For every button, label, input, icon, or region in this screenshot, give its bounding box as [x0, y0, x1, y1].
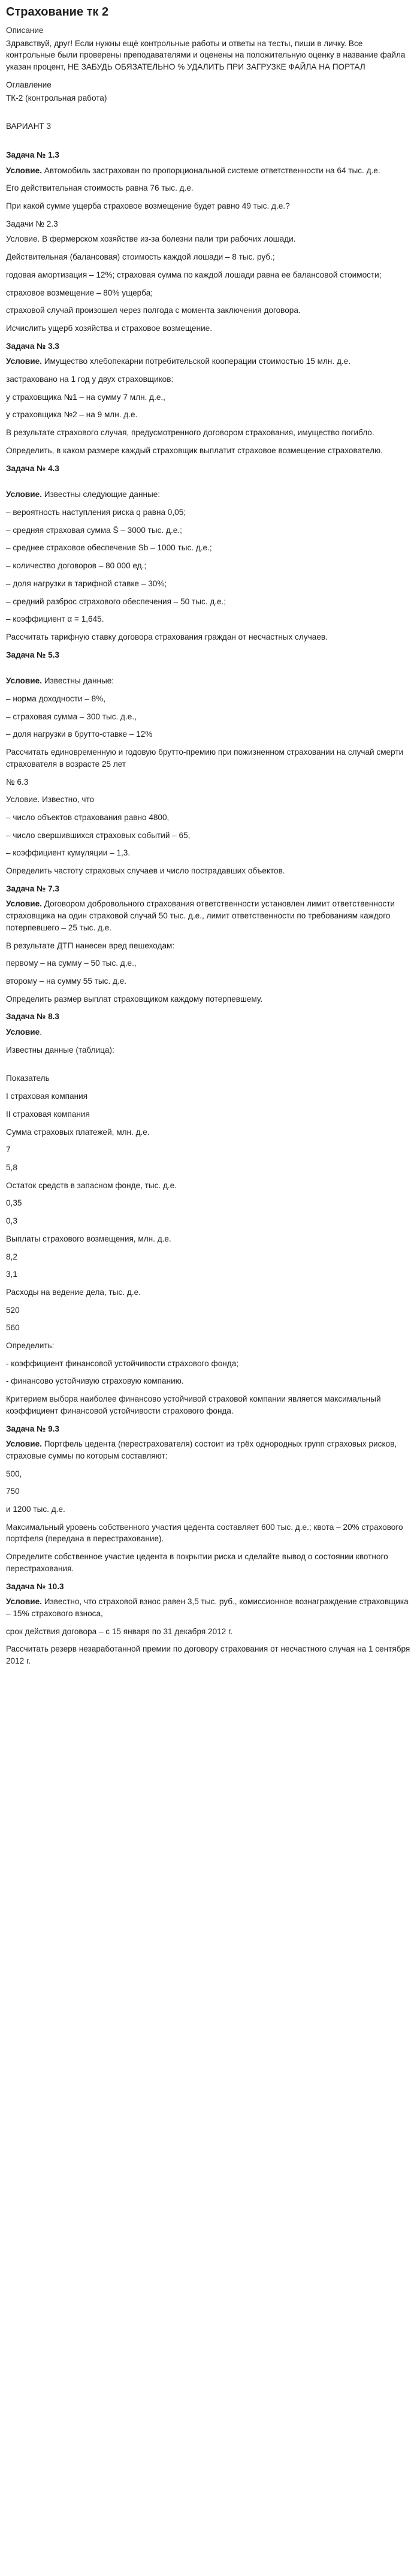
paragraph-text: – норма доходности – 8%, [6, 694, 106, 704]
paragraph-text: первому – на сумму – 50 тыс. д.е., [6, 959, 137, 968]
task-paragraph [6, 323, 414, 335]
condition-label: Условие. [6, 357, 42, 366]
task-paragraph [6, 776, 414, 788]
paragraph-text: № 6.3 [6, 777, 29, 787]
task-title: Задача № 8.3 [6, 1012, 59, 1022]
task-paragraph [6, 1197, 414, 1209]
task-paragraph [6, 165, 414, 177]
paragraph-text: Расходы на ведение дела, тыс. д.е. [6, 1287, 141, 1297]
task-paragraph [6, 1643, 414, 1667]
task-paragraph [6, 975, 414, 987]
toc-heading: Оглавление [6, 80, 52, 89]
paragraph-text: II страховая компания [6, 1109, 90, 1119]
task-paragraph [6, 1304, 414, 1316]
task-paragraph [6, 957, 414, 969]
paragraph-text: – количество договоров – 80 000 ед.; [6, 561, 147, 571]
task-paragraph [6, 830, 414, 842]
condition-label: Условие. [6, 1597, 42, 1607]
task-paragraph [6, 1215, 414, 1227]
task-title: Задача № 1.3 [6, 150, 59, 159]
description-heading: Описание [6, 26, 44, 35]
task-section [6, 341, 414, 457]
task-paragraph [6, 1468, 414, 1480]
task-section [6, 1423, 414, 1575]
paragraph-text: страховой случай произошел через полгода с момента заключения договора. [6, 306, 301, 315]
task-paragraph [6, 1269, 414, 1281]
paragraph-text: Выплаты страхового возмещения, млн. д.е. [6, 1234, 171, 1243]
paragraph-text: В результате страхового случая, предусмотренного договором страхования, имущество погибло. [6, 428, 374, 438]
task-title: Задача № 9.3 [6, 1424, 59, 1433]
paragraph-text: Определить, в каком размере каждый страховщик выплатит страховое возмещение страхователю. [6, 445, 383, 455]
paragraph-text: – доля нагрузки в тарифной ставке – 30%; [6, 579, 167, 588]
task-paragraph [6, 489, 414, 501]
task-paragraph [6, 898, 414, 933]
task-paragraph [6, 865, 414, 877]
task-paragraph [6, 1375, 414, 1387]
task-section [6, 149, 414, 212]
paragraph-text: При какой сумме ущерба страховое возмещение будет равно 49 тыс. д.е.? [6, 201, 290, 211]
task-paragraph [6, 373, 414, 385]
task-paragraph [6, 1090, 414, 1102]
paragraph-text: . [40, 1028, 42, 1037]
task-paragraph [6, 613, 414, 625]
task-section [6, 463, 414, 643]
task-paragraph [6, 355, 414, 367]
task-paragraph [6, 711, 414, 723]
task-paragraph [6, 269, 414, 281]
task-paragraph [6, 507, 414, 519]
task-paragraph [6, 1504, 414, 1516]
paragraph-text: – вероятность наступления риска q равна 0,05; [6, 507, 186, 517]
task-paragraph [6, 993, 414, 1005]
toc-section [6, 79, 414, 104]
paragraph-text: Действительная (балансовая) стоимость каждой лошади – 8 тыс. руб.; [6, 252, 275, 262]
paragraph-text: Рассчитать тарифную ставку договора страхования граждан от несчастных случаев. [6, 632, 328, 641]
paragraph-text: Его действительная стоимость равна 76 тыс. д.е. [6, 183, 194, 193]
paragraph-text: Автомобиль застрахован по пропорциональной системе ответственности на 64 тыс. д.е. [41, 165, 380, 175]
task-paragraph [6, 560, 414, 572]
paragraph-text: – коэффициент α = 1,645. [6, 614, 104, 624]
paragraph-text: Имущество хлебопекарни потребительской кооперации стоимостью 15 млн. д.е. [41, 357, 351, 366]
task-paragraph [6, 1044, 414, 1056]
task-paragraph [6, 693, 414, 705]
task-paragraph [6, 1072, 414, 1084]
condition-label: Условие [6, 1028, 40, 1037]
paragraph-text: – страховая сумма – 300 тыс. д.е., [6, 712, 137, 721]
paragraph-text: 7 [6, 1145, 11, 1155]
task-paragraph [6, 812, 414, 824]
task-paragraph [6, 940, 414, 952]
paragraph-text: Условие. Известно, что [6, 795, 95, 805]
paragraph-text: Портфель цедента (перестрахователя) состоит из трёх однородных групп страховых рисков, страховые суммы по которым составляют: [6, 1439, 397, 1460]
paragraph-text: – число объектов страхования равно 4800, [6, 812, 170, 822]
spacer [6, 138, 414, 149]
task-paragraph [6, 1251, 414, 1263]
variant-label: ВАРИАНТ 3 [6, 122, 52, 131]
task-paragraph [6, 251, 414, 263]
task-paragraph [6, 1026, 414, 1038]
paragraph-text: Рассчитать единовременную и годовую брутто-премию при пожизненном страховании на случай смерти страхователя в возрасте 25 лет [6, 748, 404, 769]
task-paragraph [6, 847, 414, 859]
task-paragraph [6, 542, 414, 554]
task-paragraph [6, 182, 414, 194]
description-section [6, 25, 414, 73]
task-paragraph [6, 1108, 414, 1120]
task-paragraph [6, 1626, 414, 1638]
spacer [6, 478, 414, 489]
paragraph-text: Договором добровольного страхования ответственности установлен лимит ответственности страховщика на один страховой случай 50 тыс. д.е., лимит ответственности по требованиям каждого потерпевшего – 25 тыс. д.е. [6, 899, 395, 932]
paragraph-text: 500, [6, 1469, 22, 1478]
paragraph-text: – средняя страховая сумма S̄ – 3000 тыс. д.е.; [6, 525, 182, 535]
paragraph-text: и 1200 тыс. д.е. [6, 1505, 65, 1514]
task-title: Задачи № 2.3 [6, 219, 58, 228]
task-paragraph [6, 200, 414, 212]
paragraph-text: Определить: [6, 1341, 55, 1351]
spacer [6, 1062, 414, 1072]
paragraph-text: у страховщика №2 – на 9 млн. д.е. [6, 410, 138, 420]
task-paragraph [6, 1522, 414, 1545]
task-paragraph [6, 1340, 414, 1352]
task-paragraph [6, 746, 414, 770]
paragraph-text: – средний разброс страхового обеспечения – 50 тыс. д.е.; [6, 596, 226, 606]
paragraph-text: – коэффициент кумуляции – 1,3. [6, 848, 131, 858]
task-paragraph [6, 1393, 414, 1417]
paragraph-text: Остаток средств в запасном фонде, тыс. д.е. [6, 1180, 177, 1190]
description-text: Здравствуй, друг! Если нужны ещё контрольные работы и ответы на тесты, пиши в личку. Все контрольные были проверены преподавателями и оценены на положительную оценку в название файла указан процент, НЕ ЗАБУДЬ ОБЯЗАТЕЛЬНО % УДАЛИТЬ ПРИ ЗАГРУЗКЕ ФАЙЛА НА ПОРТАЛ [6, 38, 406, 72]
condition-label: Условие. [6, 676, 42, 686]
task-paragraph [6, 525, 414, 537]
task-section [6, 1581, 414, 1667]
paragraph-text: Известны данные (таблица): [6, 1045, 114, 1054]
spacer [6, 110, 414, 120]
task-paragraph [6, 1233, 414, 1245]
paragraph-text: у страховщика №1 – на сумму 7 млн. д.е., [6, 392, 165, 402]
paragraph-text: Показатель [6, 1074, 50, 1083]
paragraph-text: Определите собственное участие цедента в покрытии риска и сделайте вывод о состоянии квотного перестрахования. [6, 1552, 388, 1573]
task-section [6, 218, 414, 335]
spacer [6, 664, 414, 675]
task-section [6, 1011, 414, 1417]
paragraph-text: Известны данные: [41, 676, 114, 686]
paragraph-text: застраховано на 1 год у двух страховщиков: [6, 375, 174, 384]
paragraph-text: - коэффициент финансовой устойчивости страхового фонда; [6, 1358, 239, 1368]
paragraph-text: 520 [6, 1305, 20, 1315]
task-paragraph [6, 427, 414, 439]
paragraph-text: В результате ДТП нанесен вред пешеходам: [6, 941, 175, 950]
task-paragraph [6, 631, 414, 643]
paragraph-text: – число свершившихся страховых событий – 65, [6, 830, 191, 840]
task-paragraph [6, 675, 414, 687]
task-paragraph [6, 1162, 414, 1174]
task-title: Задача № 10.3 [6, 1581, 64, 1591]
paragraph-text: второму – на сумму 55 тыс. д.е. [6, 976, 127, 986]
task-paragraph [6, 1596, 414, 1619]
paragraph-text: Известно, что страховой взнос равен 3,5 тыс. руб., комиссионное вознаграждение страховщика – 15% страхового взноса, [6, 1597, 409, 1618]
task-paragraph [6, 305, 414, 317]
paragraph-text: Условие. В фермерском хозяйстве из-за болезни пали три рабочих лошади. [6, 234, 296, 244]
task-title: Задача № 5.3 [6, 650, 59, 659]
task-paragraph [6, 409, 414, 421]
condition-label: Условие. [6, 165, 42, 175]
task-section [6, 883, 414, 1005]
condition-label: Условие. [6, 490, 42, 499]
task-paragraph [6, 1180, 414, 1192]
paragraph-text: – среднее страховое обеспечение Sb – 1000 тыс. д.е.; [6, 543, 212, 553]
condition-label: Условие. [6, 1439, 42, 1449]
task-paragraph [6, 1126, 414, 1138]
paragraph-text: страховое возмещение – 80% ущерба; [6, 288, 153, 297]
paragraph-text: годовая амортизация – 12%; страховая сумма по каждой лошади равна ее балансовой стоимости; [6, 270, 382, 279]
tasks-list [6, 149, 414, 1667]
paragraph-text: Определить размер выплат страховщиком каждому потерпевшему. [6, 994, 263, 1004]
paragraph-text: 0,3 [6, 1216, 17, 1226]
task-title: Задача № 7.3 [6, 884, 59, 893]
paragraph-text: 8,2 [6, 1252, 17, 1261]
task-paragraph [6, 596, 414, 608]
paragraph-text: Исчислить ущерб хозяйства и страховое возмещение. [6, 323, 213, 333]
task-paragraph [6, 287, 414, 299]
paragraph-text: Сумма страховых платежей, млн. д.е. [6, 1127, 150, 1137]
paragraph-text: Определить частоту страховых случаев и число пострадавших объектов. [6, 866, 285, 876]
paragraph-text: Максимальный уровень собственного участия цедента составляет 600 тыс. д.е.; квота – 20% страхового портфеля (передана в перестрахование). [6, 1522, 403, 1544]
paragraph-text: I страховая компания [6, 1092, 88, 1101]
task-title: Задача № 4.3 [6, 463, 59, 473]
paragraph-text: Рассчитать резерв незаработанной премии по договору страхования от несчастного случая на 1 сентября 2012 г. [6, 1644, 410, 1666]
task-paragraph [6, 728, 414, 740]
task-paragraph [6, 1486, 414, 1498]
paragraph-text: 3,1 [6, 1270, 17, 1279]
paragraph-text: Критерием выбора наиболее финансово устойчивой страховой компании является максимальный коэффициент финансовой устойчивости страхового фонда. [6, 1394, 381, 1415]
task-title: Задача № 3.3 [6, 341, 59, 351]
paragraph-text: – доля нагрузки в брутто-ставке – 12% [6, 730, 153, 739]
task-paragraph [6, 794, 414, 806]
task-section [6, 649, 414, 877]
task-paragraph [6, 1551, 414, 1574]
paragraph-text: 0,35 [6, 1198, 22, 1208]
task-paragraph [6, 1358, 414, 1370]
paragraph-text: 750 [6, 1487, 20, 1496]
paragraph-text: 5,8 [6, 1163, 17, 1172]
task-paragraph [6, 1287, 414, 1298]
task-paragraph [6, 233, 414, 245]
page-title: Страхование тк 2 [6, 5, 109, 19]
task-paragraph [6, 391, 414, 403]
paragraph-text: - финансово устойчивую страховую компанию. [6, 1376, 184, 1386]
task-paragraph [6, 578, 414, 590]
toc-item: ТК-2 (контрольная работа) [6, 93, 107, 103]
task-paragraph [6, 1144, 414, 1156]
task-paragraph [6, 1322, 414, 1334]
paragraph-text: Известны следующие данные: [41, 490, 161, 499]
task-paragraph [6, 445, 414, 457]
paragraph-text: 560 [6, 1323, 20, 1333]
paragraph-text: срок действия договора – с 15 января по 31 декабря 2012 г. [6, 1626, 233, 1636]
task-paragraph [6, 1438, 414, 1462]
condition-label: Условие. [6, 899, 42, 909]
